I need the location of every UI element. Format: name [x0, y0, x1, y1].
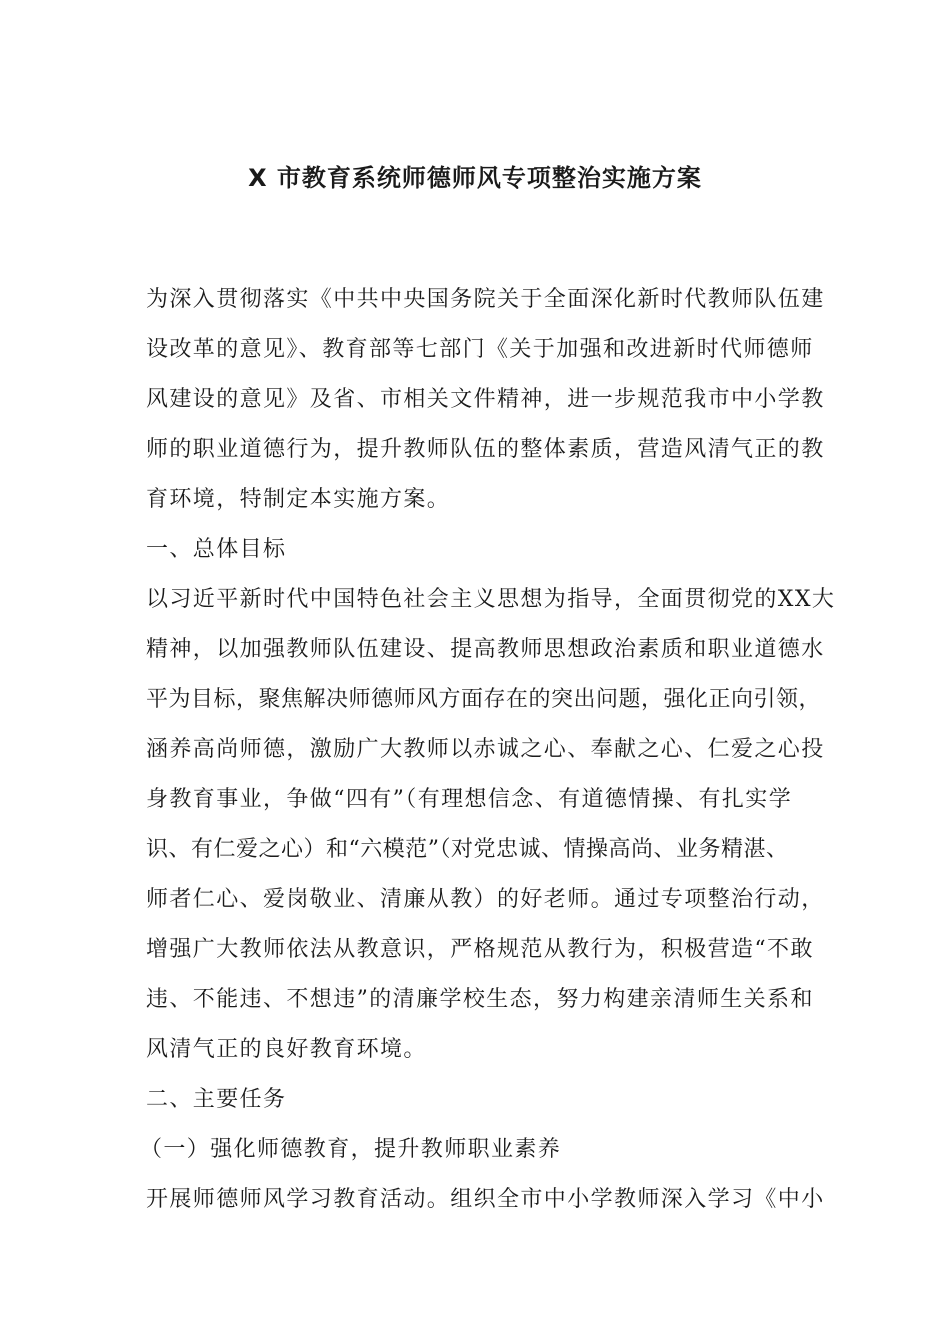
- document-title: X 市教育系统师德师风专项整治实施方案: [248, 164, 702, 192]
- document-body: [140, 280, 836, 1230]
- section-heading: 二、主要任务: [146, 1087, 287, 1112]
- section-heading: 一、总体目标: [146, 537, 287, 562]
- paragraph-line: 精神，以加强教师队伍建设、提高教师思想政治素质和职业道德水: [146, 637, 825, 662]
- paragraph-line: 涵养高尚师德，激励广大教师以赤诚之心、奉献之心、仁爱之心投: [146, 737, 825, 762]
- paragraph-line: 风清气正的良好教育环境。: [146, 1037, 427, 1062]
- subsection-heading: （一）强化师德教育，提升教师职业素养: [140, 1137, 562, 1162]
- paragraph-line: 开展师德师风学习教育活动。组织全市中小学教师深入学习《中小: [146, 1187, 825, 1212]
- paragraph-line: 识、有仁爱之心）和“六模范”（对党忠诚、情操高尚、业务精湛、: [146, 837, 789, 862]
- paragraph-line: 身教育事业，争做“四有”（有理想信念、有道德情操、有扎实学: [146, 787, 793, 812]
- paragraph-line: 风建设的意见》及省、市相关文件精神，进一步规范我市中小学教: [146, 387, 825, 412]
- paragraph-line: 以习近平新时代中国特色社会主义思想为指导，全面贯彻党的XX大: [146, 587, 836, 612]
- paragraph-line: 师的职业道德行为，提升教师队伍的整体素质，营造风清气正的教: [146, 437, 825, 462]
- paragraph-line: 违、不能违、不想违”的清廉学校生态，努力构建亲清师生关系和: [146, 987, 814, 1012]
- paragraph-line: 育环境，特制定本实施方案。: [146, 487, 451, 512]
- paragraph-line: 为深入贯彻落实《中共中央国务院关于全面深化新时代教师队伍建: [146, 287, 825, 312]
- paragraph-line: 师者仁心、爱岗敬业、清廉从教）的好老师。通过专项整治行动，: [146, 887, 825, 912]
- paragraph-line: 平为目标，聚焦解决师德师风方面存在的突出问题，强化正向引领，: [146, 687, 822, 712]
- paragraph-line: 设改革的意见》、教育部等七部门《关于加强和改进新时代师德师: [146, 337, 814, 362]
- paragraph-line: 增强广大教师依法从教意识，严格规范从教行为，积极营造“不敢: [146, 937, 814, 962]
